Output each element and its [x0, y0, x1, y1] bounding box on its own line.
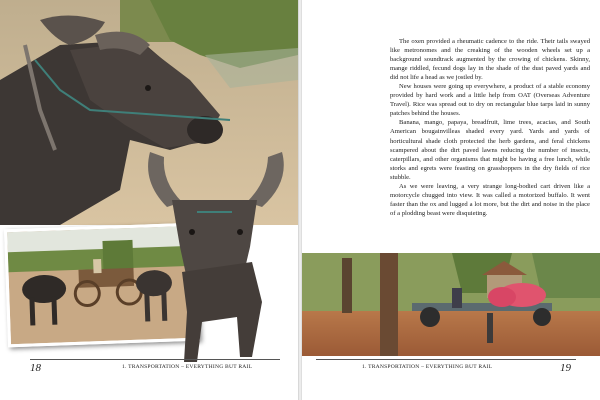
page-number: 18	[30, 362, 41, 374]
standing-water-buffalo-cutout	[142, 152, 290, 364]
paragraph: The oxen provided a rheumatic cadence to the ride. Their tails swayed like metronomes and the creaking of the wooden wheels set up a background soundtrack augmented by the crowing of chickens. Skinny, mange riddled, fecund dogs lay in the shade of the dust paved yards and did not life a head as we jostled by.	[390, 38, 590, 82]
paragraph: Banana, mango, papaya, breadfruit, lime trees, acacias, and South American bougainvilleas shaded every yard. Yards and yards of horticultural shade cloth protected the herb gardens, and feral chickens scampered about the dirt paved lawns reducing the number of insects, caterpillars, and other organisms that might be having a free lunch, while storks and egrets were feasting on grasshoppers in the dry fields of rice stubble.	[390, 119, 590, 181]
page-number: 19	[560, 362, 571, 374]
left-page	[0, 0, 298, 400]
body-text	[390, 37, 590, 218]
footer-rule	[30, 359, 280, 360]
motorized-buffalo-cart-photo	[302, 253, 600, 356]
running-head: 1. TRANSPORTATION – EVERYTHING BUT RAIL	[122, 364, 253, 370]
paragraph: New houses were going up everywhere, a product of a stable economy provided by hard work and a little help from OAT (Overseas Adventure Travel). Rice was spread out to dry on rectangular blue tarps laid in sunny patches behind the houses.	[390, 83, 590, 118]
right-page	[302, 0, 600, 400]
running-head: 1. TRANSPORTATION – EVERYTHING BUT RAIL	[362, 364, 493, 370]
footer-rule	[316, 359, 576, 360]
paragraph: As we were leaving, a very strange long-bodied cart driven like a motorcycle chugged into view. It was called a motorized buffalo. It went faster than the ox and lugged a lot more, but the dirt and noise in the place of a plodding beast were disquieting.	[390, 182, 590, 217]
